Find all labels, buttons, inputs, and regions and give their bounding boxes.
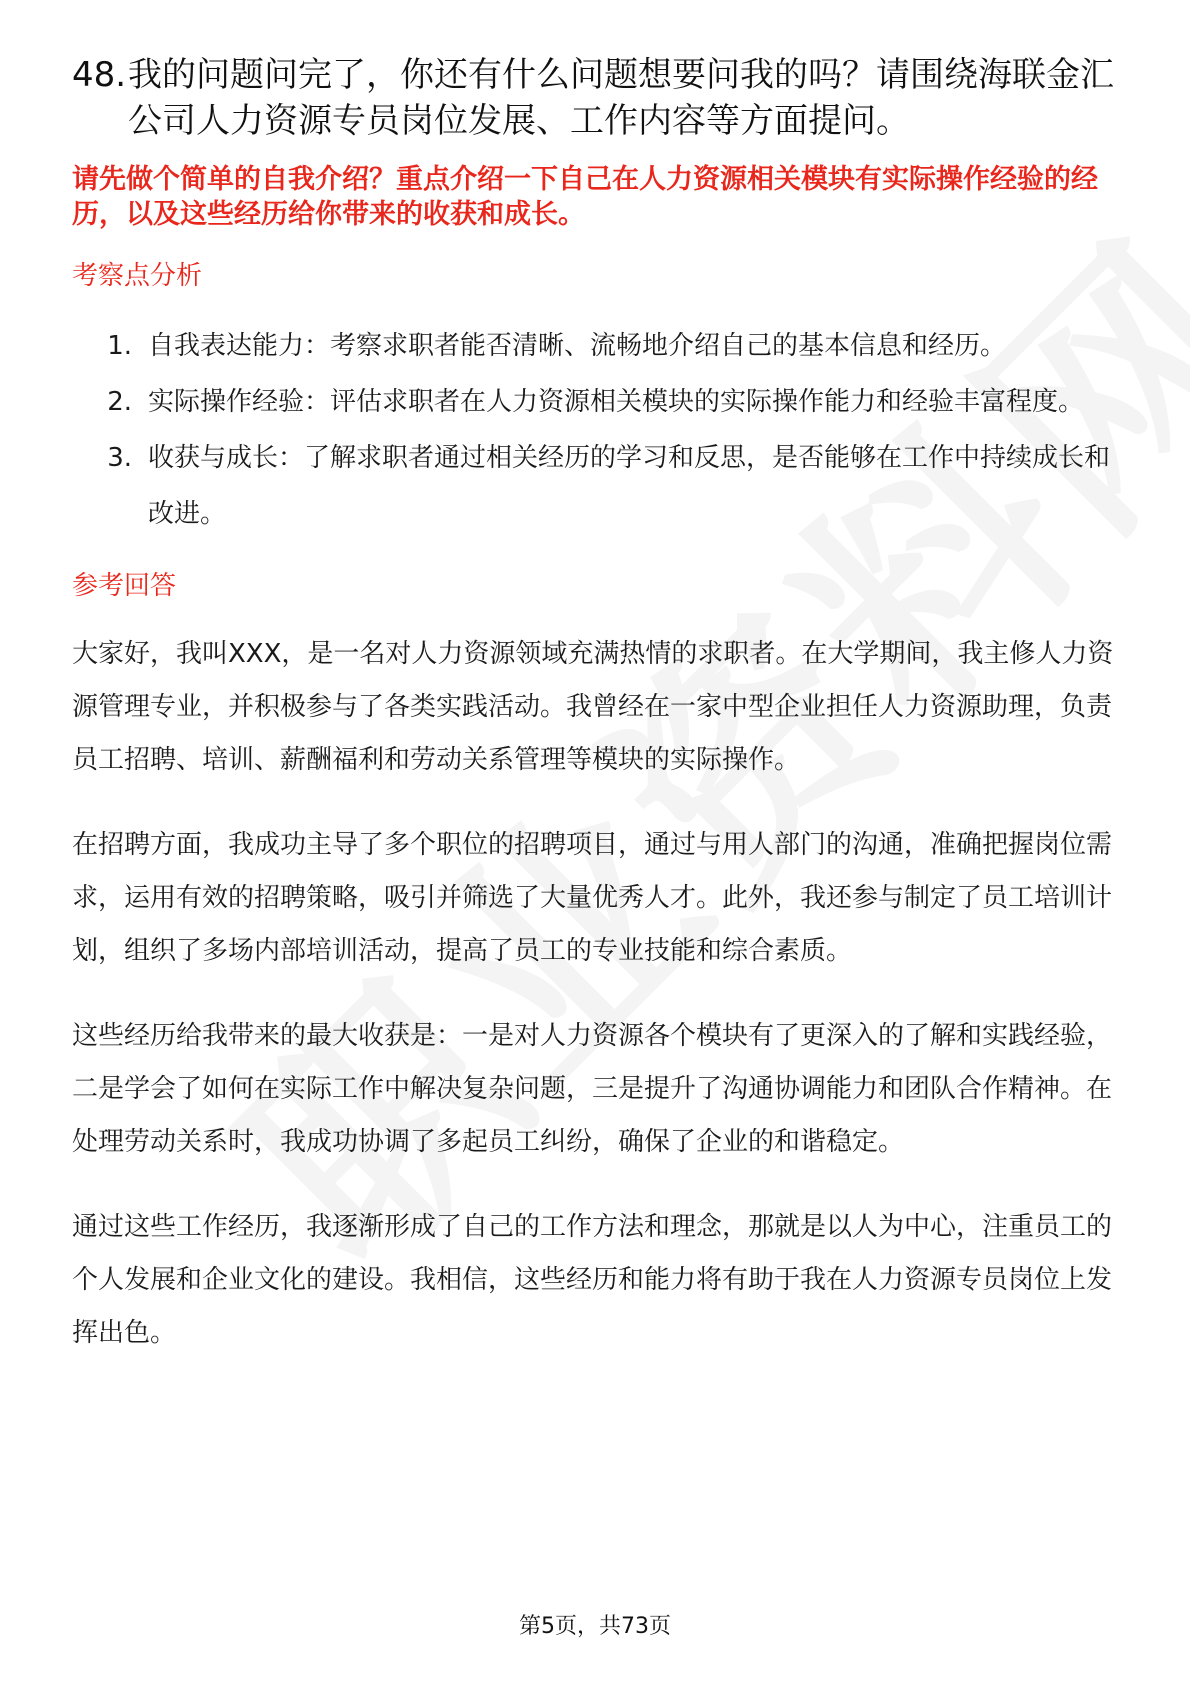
analysis-title: 考察点分析 [72, 261, 203, 291]
answer-paragraph: 这些经历给我带来的最大收获是：一是对人力资源各个模块有了更深入的了解和实践经验，二是学会了如何在实际工作中解决复杂问题，三是提升了沟通协调能力和团队合作精神。在处理劳动关系时，我成功协调了多起员工纠纷，确保了企业的和谐稳定。 [72, 1021, 1113, 1157]
list-item [72, 374, 1118, 430]
question-number: 48. [72, 55, 127, 95]
interview-prompt: 请先做个简单的自我介绍？重点介绍一下自己在人力资源相关模块有实际操作经验的经历，以及这些经历给你带来的收获和成长。 [72, 164, 1098, 230]
answer-paragraph: 大家好，我叫XXX，是一名对人力资源领域充满热情的求职者。在大学期间，我主修人力资源管理专业，并积极参与了各类实践活动。我曾经在一家中型企业担任人力资源助理，负责员工招聘、培训、薪酬福利和劳动关系管理等模块的实际操作。 [72, 639, 1114, 775]
list-item-text: 实际操作经验：评估求职者在人力资源相关模块的实际操作能力和经验丰富程度。 [148, 387, 1085, 417]
answer-paragraph: 通过这些工作经历，我逐渐形成了自己的工作方法和理念，那就是以人为中心，注重员工的个人发展和企业文化的建设。我相信，这些经历和能力将有助于我在人力资源专员岗位上发挥出色。 [72, 1212, 1113, 1348]
list-item-text: 自我表达能力：考察求职者能否清晰、流畅地介绍自己的基本信息和经历。 [148, 331, 1007, 361]
analysis-list [72, 318, 1118, 542]
list-item-number: 2. [107, 387, 132, 417]
question-text: 我的问题问完了，你还有什么问题想要问我的吗？请围绕海联金汇公司人力资源专员岗位发展、工作内容等方面提问。 [128, 55, 1114, 141]
page-footer: 第5页，共73页 [519, 1614, 671, 1639]
list-item-text: 收获与成长：了解求职者通过相关经历的学习和反思，是否能够在工作中持续成长和改进。 [148, 443, 1111, 529]
page-content [72, 52, 1118, 1392]
list-item [72, 318, 1118, 374]
answer-paragraph: 在招聘方面，我成功主导了多个职位的招聘项目，通过与用人部门的沟通，准确把握岗位需求，运用有效的招聘策略，吸引并筛选了大量优秀人才。此外，我还参与制定了员工培训计划，组织了多场内部培训活动，提高了员工的专业技能和综合素质。 [72, 830, 1113, 966]
list-item-number: 3. [107, 443, 132, 473]
question-heading [72, 52, 1118, 144]
list-item-number: 1. [107, 331, 132, 361]
list-item [72, 430, 1118, 542]
answer-title: 参考回答 [72, 571, 177, 601]
